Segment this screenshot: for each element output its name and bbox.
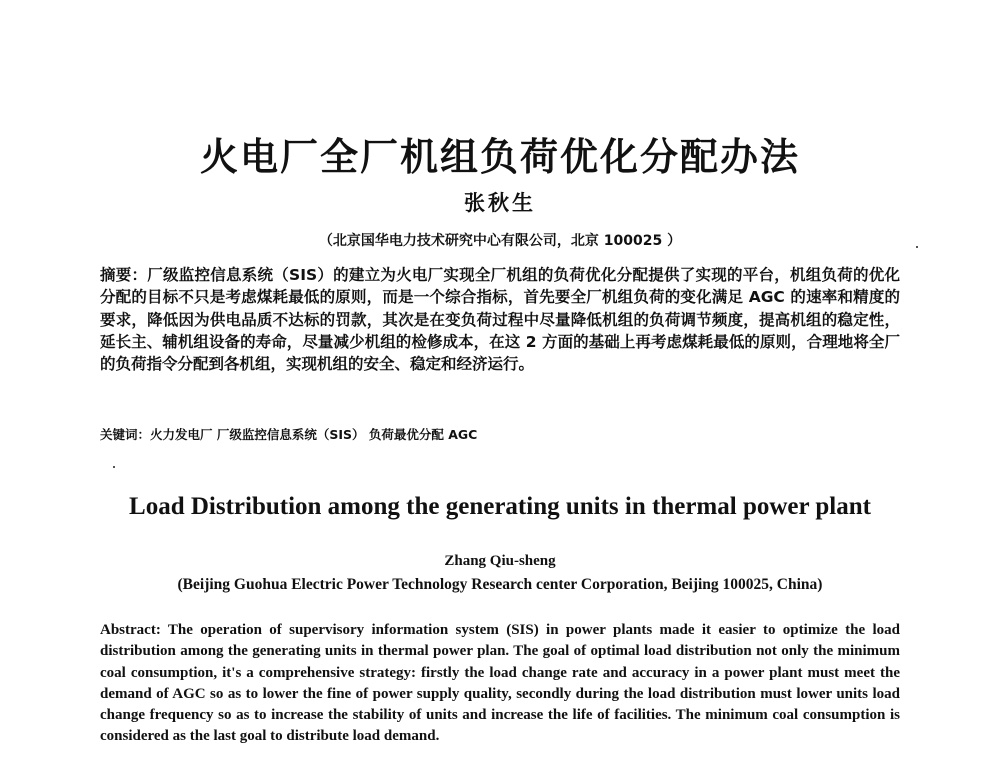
abstract-en	[100, 620, 900, 748]
abstract-cn-label: 摘要：	[100, 266, 148, 284]
scan-speck	[113, 466, 115, 468]
author-name-en: Zhang Qiu-sheng	[444, 553, 556, 569]
paper-title-en: Load Distribution among the generating units in thermal power plant	[129, 493, 871, 520]
abstract-cn	[100, 264, 900, 375]
abstract-en-text: The operation of supervisory information system (SIS) in power plants made it easier to optimize the load distribution among the generating units in thermal power plan. The goal of optimal load distribution not only the minimum coal consumption, it's a comprehensive strategy: firstly the load change rate and accuracy in a power plant must meet the demand of AGC so as to lower the fine of power supply quality, secondly during the load distribution must lower units load change frequency so as to increase the stability of units and increase the life of facilities. The minimum coal consumption is considered as the last goal to distribute load demand.	[100, 622, 901, 745]
scan-speck	[916, 246, 918, 248]
affiliation-cn: （北京国华电力技术研究中心有限公司，北京 100025 ）	[318, 233, 682, 249]
paper-title-cn: 火电厂全厂机组负荷优化分配办法	[199, 135, 800, 179]
keywords-cn	[100, 425, 900, 443]
affiliation-en: (Beijing Guohua Electric Power Technology Research center Corporation, Beijing 100025, China)	[177, 576, 823, 593]
keywords-cn-label: 关键词：	[100, 427, 151, 442]
abstract-cn-text: 厂级监控信息系统（SIS）的建立为火电厂实现全厂机组的负荷优化分配提供了实现的平台，机组负荷的优化分配的目标不只是考虑煤耗最低的原则，而是一个综合指标，首先要全厂机组负荷的变化满足 AGC 的速率和精度的要求，降低因为供电品质不达标的罚款，其次是在变负荷过程中尽量降低机组的负荷调节频度，提高机组的稳定性，延长主、辅机组设备的寿命，尽量减少机组的检修成本，在这 2 方面的基础上再考虑煤耗最低的原则，合理地将全厂的负荷指令分配到各机组，实现机组的安全、稳定和经济运行。	[100, 266, 900, 374]
abstract-en-label: Abstract:	[100, 622, 161, 638]
keywords-cn-text: 火力发电厂 厂级监控信息系统（SIS） 负荷最优分配 AGC	[150, 427, 478, 442]
author-name-cn: 张秋生	[464, 191, 536, 215]
